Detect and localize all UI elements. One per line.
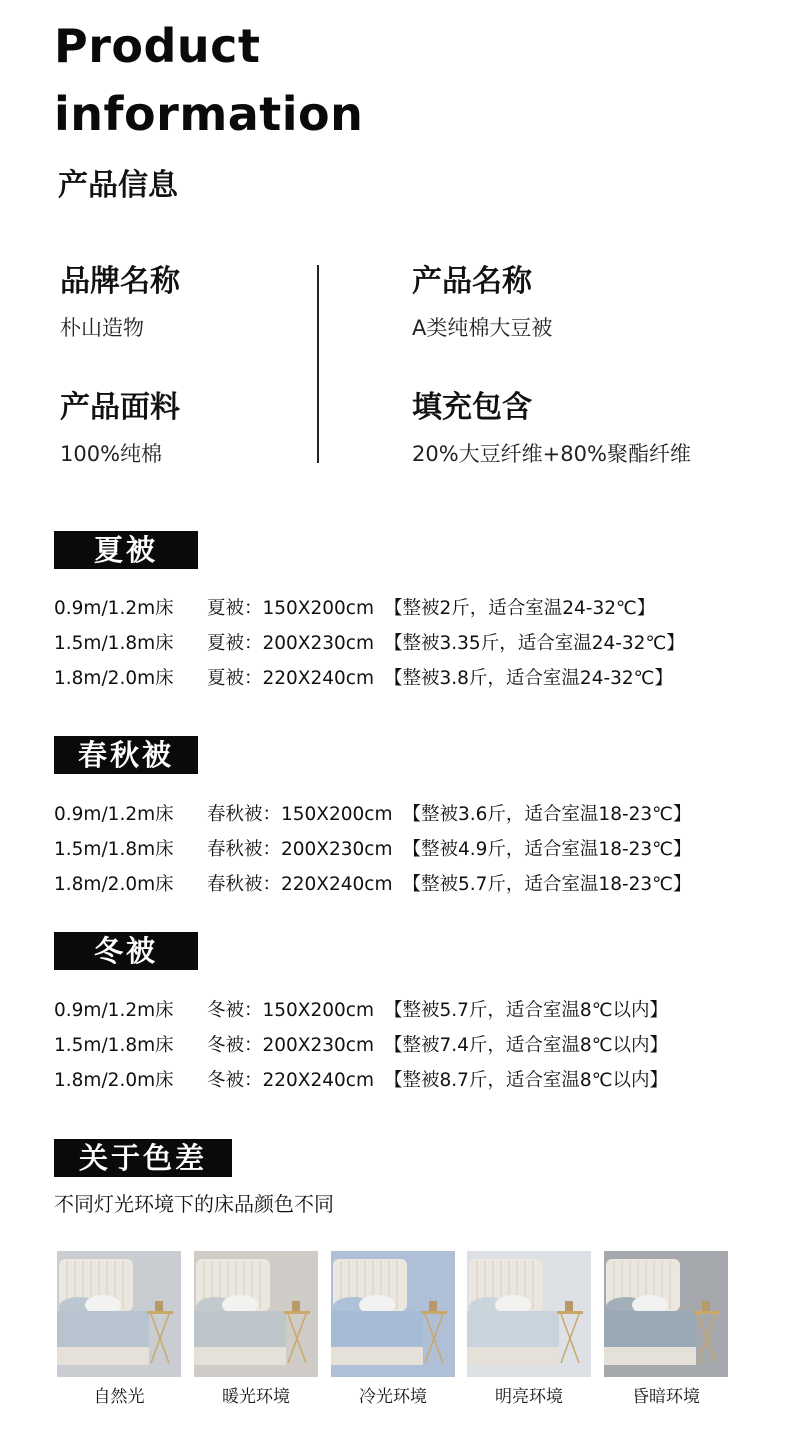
photo-caption: 自然光	[93, 1387, 145, 1407]
fabric-label: 产品面料	[60, 390, 180, 425]
page-title-cn: 产品信息	[58, 168, 178, 203]
quilt-size: 夏被：200X230cm	[207, 633, 374, 654]
bedroom-photo	[604, 1251, 728, 1377]
photo-caption: 明亮环境	[495, 1387, 563, 1407]
bed-size: 1.5m/1.8m床	[54, 1035, 174, 1056]
bed-size: 1.5m/1.8m床	[54, 633, 174, 654]
bed-size: 0.9m/1.2m床	[54, 598, 174, 619]
quilt-detail: 【整被5.7斤，适合室温8℃以内】	[384, 1000, 668, 1021]
brand-value: 朴山造物	[60, 316, 144, 340]
quilt-size: 春秋被：200X230cm	[207, 839, 393, 860]
spring-autumn-rows	[54, 797, 691, 902]
summer-rows	[54, 591, 685, 696]
bedroom-photo	[57, 1251, 181, 1377]
table-row	[54, 1028, 668, 1063]
quilt-detail: 【整被3.8斤，适合室温24-32℃】	[384, 668, 673, 689]
info-product-name	[412, 262, 552, 342]
table-row	[54, 591, 685, 626]
quilt-size: 夏被：150X200cm	[207, 598, 374, 619]
photo-caption: 冷光环境	[359, 1387, 427, 1407]
fabric-value: 100%纯棉	[60, 442, 163, 466]
quilt-detail: 【整被8.7斤，适合室温8℃以内】	[384, 1070, 668, 1091]
quilt-size: 春秋被：150X200cm	[207, 804, 393, 825]
winter-rows	[54, 993, 668, 1098]
quilt-size: 冬被：150X200cm	[207, 1000, 374, 1021]
info-filling	[412, 388, 691, 468]
info-brand	[60, 262, 180, 342]
bed-size: 0.9m/1.2m床	[54, 1000, 174, 1021]
page-title-en	[54, 12, 363, 148]
photo-caption: 昏暗环境	[632, 1387, 700, 1407]
table-row	[54, 797, 691, 832]
info-fabric	[60, 388, 180, 468]
section-tag-winter: 冬被	[54, 932, 198, 970]
filling-value: 20%大豆纤维+80%聚酯纤维	[412, 442, 691, 466]
filling-label: 填充包含	[412, 390, 532, 425]
bedroom-photo	[194, 1251, 318, 1377]
quilt-size: 冬被：200X230cm	[207, 1035, 374, 1056]
bedroom-photo	[467, 1251, 591, 1377]
section-tag-spring-autumn: 春秋被	[54, 736, 198, 774]
section-tag-color-difference: 关于色差	[54, 1139, 232, 1177]
quilt-detail: 【整被3.6斤，适合室温18-23℃】	[402, 804, 692, 825]
table-row	[54, 867, 691, 902]
bed-size: 1.8m/2.0m床	[54, 874, 174, 895]
bed-size: 1.8m/2.0m床	[54, 668, 174, 689]
photo-caption: 暖光环境	[222, 1387, 290, 1407]
table-row	[54, 626, 685, 661]
product-name-value: A类纯棉大豆被	[412, 316, 553, 340]
quilt-size: 冬被：220X240cm	[207, 1070, 374, 1091]
color-difference-note: 不同灯光环境下的床品颜色不同	[54, 1192, 334, 1216]
quilt-detail: 【整被5.7斤，适合室温18-23℃】	[402, 874, 692, 895]
bedroom-photo	[331, 1251, 455, 1377]
quilt-detail: 【整被3.35斤，适合室温24-32℃】	[384, 633, 685, 654]
quilt-detail: 【整被4.9斤，适合室温18-23℃】	[402, 839, 692, 860]
quilt-detail: 【整被7.4斤，适合室温8℃以内】	[384, 1035, 668, 1056]
table-row	[54, 993, 668, 1028]
quilt-size: 春秋被：220X240cm	[207, 874, 393, 895]
table-row	[54, 661, 685, 696]
brand-label: 品牌名称	[60, 264, 180, 299]
bed-size: 1.8m/2.0m床	[54, 1070, 174, 1091]
title-en-line1: Product	[54, 19, 261, 73]
quilt-detail: 【整被2斤，适合室温24-32℃】	[384, 598, 656, 619]
quilt-size: 夏被：220X240cm	[207, 668, 374, 689]
title-en-line2: information	[54, 87, 364, 141]
table-row	[54, 832, 691, 867]
bed-size: 0.9m/1.2m床	[54, 804, 174, 825]
info-divider	[317, 265, 319, 463]
table-row	[54, 1063, 668, 1098]
bed-size: 1.5m/1.8m床	[54, 839, 174, 860]
section-tag-summer: 夏被	[54, 531, 198, 569]
product-name-label: 产品名称	[412, 264, 532, 299]
